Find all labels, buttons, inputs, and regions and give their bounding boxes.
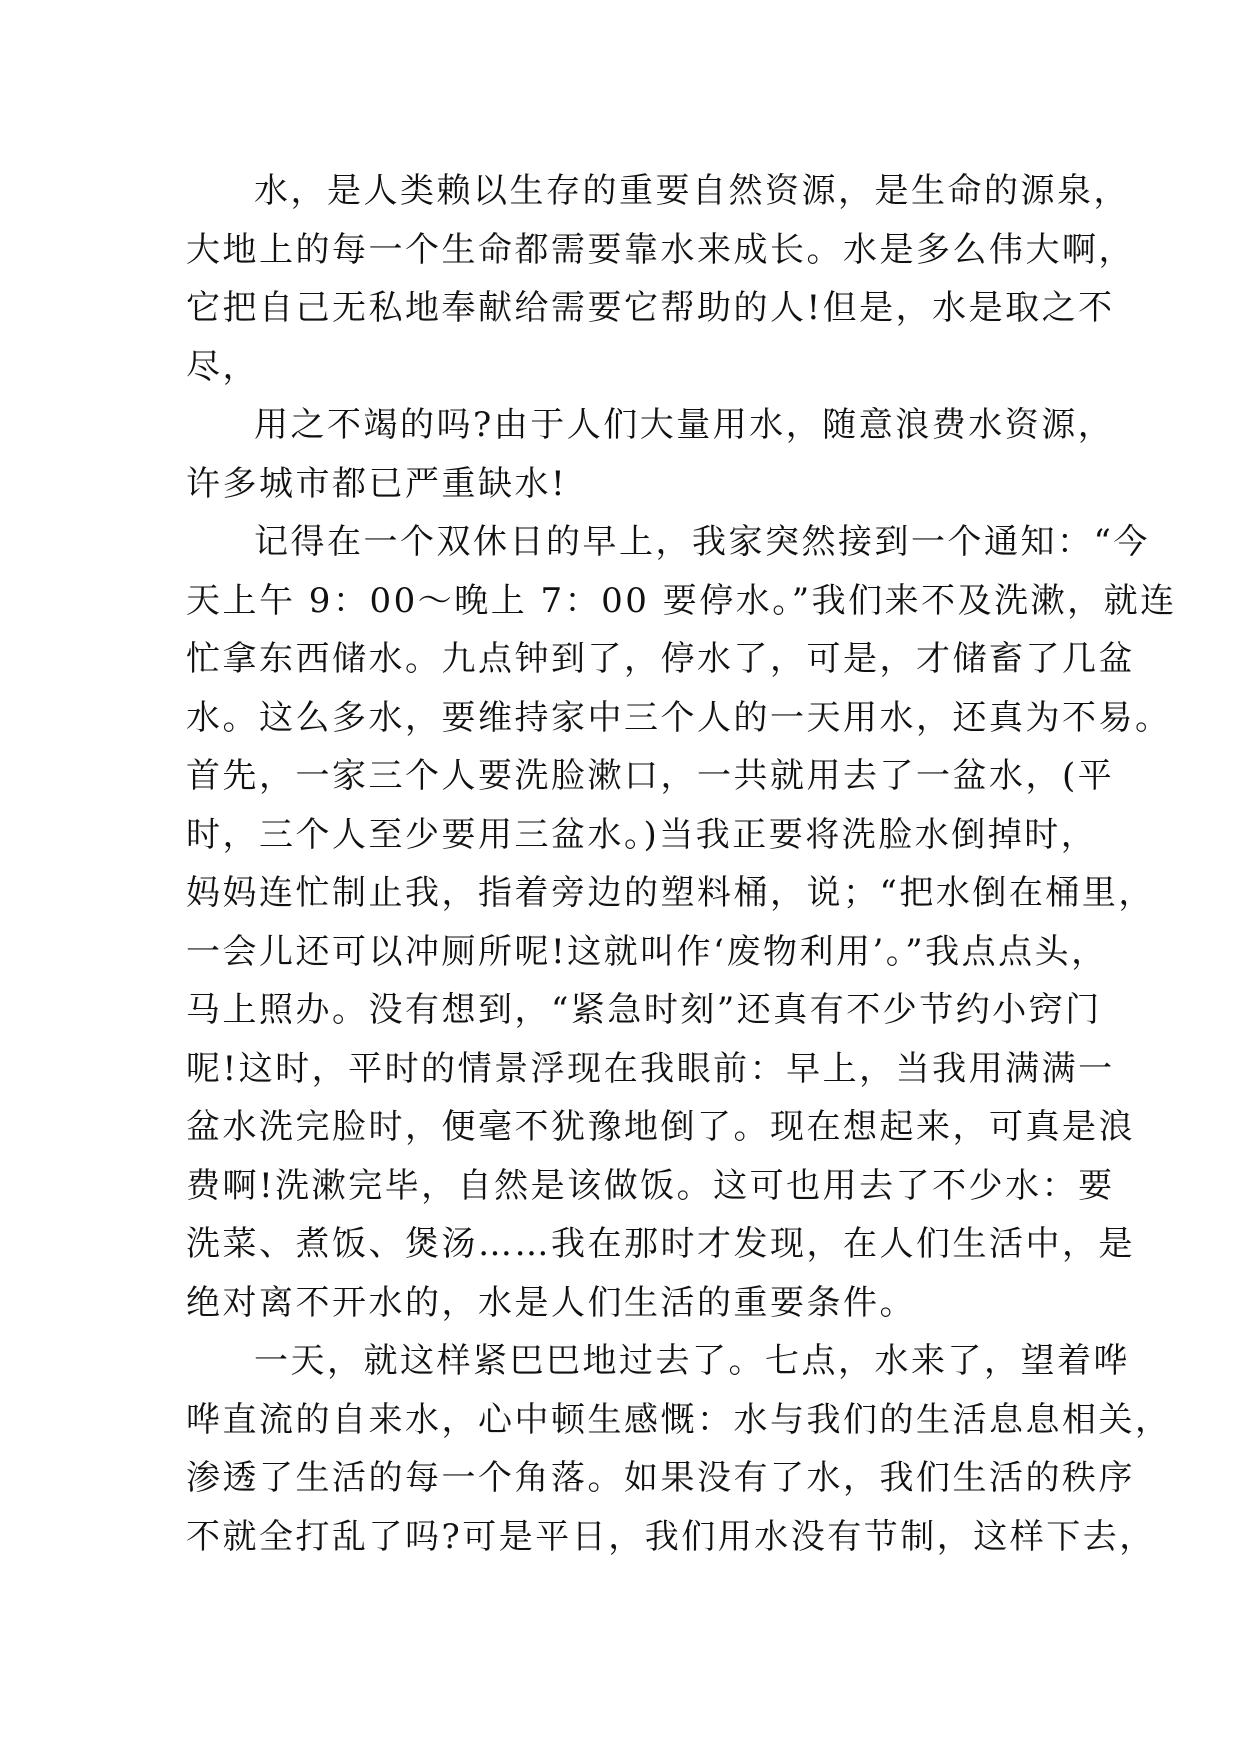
paragraph-1-line-1: 水，是人类赖以生存的重要自然资源，是生命的源泉，	[254, 171, 1130, 211]
paragraph-3-line-3: 忙拿东西储水。九点钟到了，停水了，可是，才储畜了几盆	[186, 639, 1135, 679]
paragraph-3-line-7: 妈妈连忙制止我，指着旁边的塑料桶，说；“把水倒在桶里，	[186, 873, 1155, 913]
paragraph-3-line-4: 水。这么多水，要维持家中三个人的一天用水，还真为不易。	[186, 697, 1172, 738]
paragraph-2-line-2: 许多城市都已严重缺水!	[186, 463, 568, 504]
paragraph-3-line-5: 首先，一家三个人要洗脸漱口，一共就用去了一盆水，(平	[186, 756, 1115, 796]
paragraph-3-line-13: 洗菜、煮饭、煲汤……我在那时才发现，在人们生活中，是	[186, 1224, 1135, 1264]
paragraph-4-line-4: 不就全打乱了吗?可是平日，我们用水没有节制，这样下去，	[186, 1516, 1156, 1557]
paragraph-3-line-14: 绝对离不开水的，水是人们生活的重要条件。	[186, 1282, 916, 1323]
paragraph-3-line-10: 呢!这时，平时的情景浮现在我眼前：早上，当我用满满一	[186, 1048, 1115, 1089]
paragraph-1-line-3: 它把自己无私地奉献给需要它帮助的人!但是，水是取之不	[186, 288, 1115, 328]
paragraph-1-line-4: 尽，	[186, 346, 259, 387]
paragraph-3-line-8: 一会儿还可以冲厕所呢!这就叫作‘废物利用’。”我点点头，	[186, 931, 1108, 972]
paragraph-3-line-11: 盆水洗完脸时，便毫不犹豫地倒了。现在想起来，可真是浪	[186, 1107, 1135, 1147]
paragraph-3-line-6: 时，三个人至少要用三盆水。)当我正要将洗脸水倒掉时，	[186, 814, 1098, 855]
paragraph-3-line-2: 天上午 9：00～晚上 7：00 要停水。”我们来不及洗漱，就连	[186, 580, 1177, 621]
paragraph-3-line-12: 费啊!洗漱完毕，自然是该做饭。这可也用去了不少水：要	[186, 1165, 1115, 1206]
paragraph-4-line-3: 渗透了生活的每一个角落。如果没有了水，我们生活的秩序	[186, 1458, 1135, 1498]
document-body	[186, 162, 1177, 1566]
paragraph-3-line-1: 记得在一个双休日的早上，我家突然接到一个通知：“今	[254, 522, 1150, 562]
paragraph-4-line-1: 一天，就这样紧巴巴地过去了。七点，水来了，望着哗	[254, 1341, 1130, 1381]
paragraph-4-line-2: 哗直流的自来水，心中顿生感慨：水与我们的生活息息相关，	[186, 1399, 1172, 1440]
paragraph-3-line-9: 马上照办。没有想到，“紧急时刻”还真有不少节约小窍门	[186, 990, 1102, 1030]
paragraph-1-line-2: 大地上的每一个生命都需要靠水来成长。水是多么伟大啊，	[186, 229, 1135, 270]
paragraph-2-line-1: 用之不竭的吗?由于人们大量用水，随意浪费水资源，	[254, 405, 1115, 445]
